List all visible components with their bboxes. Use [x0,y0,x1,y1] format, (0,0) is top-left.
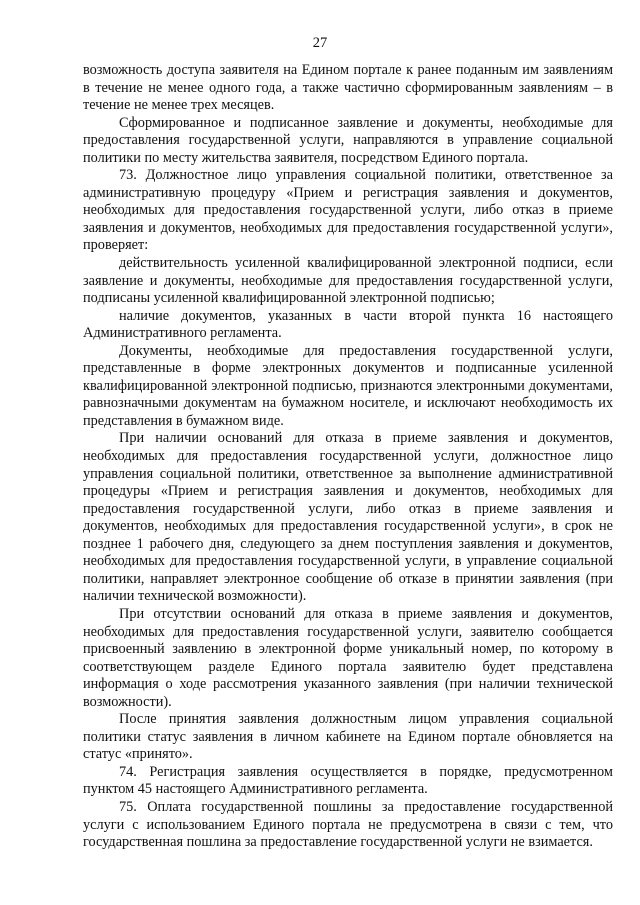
paragraph-signature-check: действительность усиленной квалифицированной электронной подписи, если заявление и документы, необходимые для предоставления государственной услуги, подписаны усиленной квалифицированной электронной подписью; [83,255,613,307]
paragraph-75: 75. Оплата государственной пошлины за предоставление государственной услуги с использованием Единого портала не предусмотрена в связи с тем, что государственная пошлина за предоставление государственной услуги не взимается. [83,798,613,851]
paragraph-status-update: После принятия заявления должностным лицом управления социальной политики статус заявления в личном кабинете на Едином портале обновляется на статус «принято». [83,711,613,763]
paragraph-documents-check: наличие документов, указанных в части второй пункта 16 настоящего Административного регламента. [83,307,613,342]
paragraph-73: 73. Должностное лицо управления социальной политики, ответственное за административную процедуру «Прием и регистрация заявления и документов, необходимых для предоставления государственной услуги, либо отказ в приеме заявления и документов, необходимых для предоставления государственной услуги», проверяет: [83,167,613,254]
paragraph-electronic-documents: Документы, необходимые для предоставления государственной услуги, представленные в форме электронных документов и подписанные усиленной квалифицированной электронной подписью, признаются электронными документами, равнозначными документам на бумажном носителе, и исключают необходимость их представления в бумажном виде. [83,342,613,429]
paragraph-submission: Сформированное и подписанное заявление и документы, необходимые для предоставления государственной услуги, направляются в управление социальной политики по месту жительства заявителя, посредством Единого портала. [83,114,613,166]
document-body [83,62,613,852]
page-number: 27 [312,35,328,51]
paragraph-refusal: При наличии оснований для отказа в приеме заявления и документов, необходимых для предоставления государственной услуги, должностное лицо управления социальной политики, ответственное за выполнение административной процедуры «Прием и регистрация заявления и документов, необходимых для предоставления государственной услуги, либо отказ в приеме заявления и документов, необходимых для предоставления государственной услуги», в срок не позднее 1 рабочего дня, следующего за днем поступления заявления и документов, необходимых для предоставления государственной услуги, в управление социальной политики, направляет электронное сообщение об отказе в принятии заявления (при наличии технической возможности). [83,430,613,605]
paragraph-acceptance: При отсутствии оснований для отказа в приеме заявления и документов, необходимых для предоставления государственной услуги, заявителю сообщается присвоенный заявлению в электронной форме уникальный номер, по которому в соответствующем разделе Единого портала заявителю будет представлена информация о ходе рассмотрения указанного заявления (при наличии технической возможности). [83,605,613,710]
paragraph-continuation: возможность доступа заявителя на Едином портале к ранее поданным им заявлениям в течение не менее одного года, а также частично сформированным заявлениям – в течение не менее трех месяцев. [83,62,613,114]
paragraph-74: 74. Регистрация заявления осуществляется в порядке, предусмотренном пунктом 45 настоящего Административного регламента. [83,763,613,798]
